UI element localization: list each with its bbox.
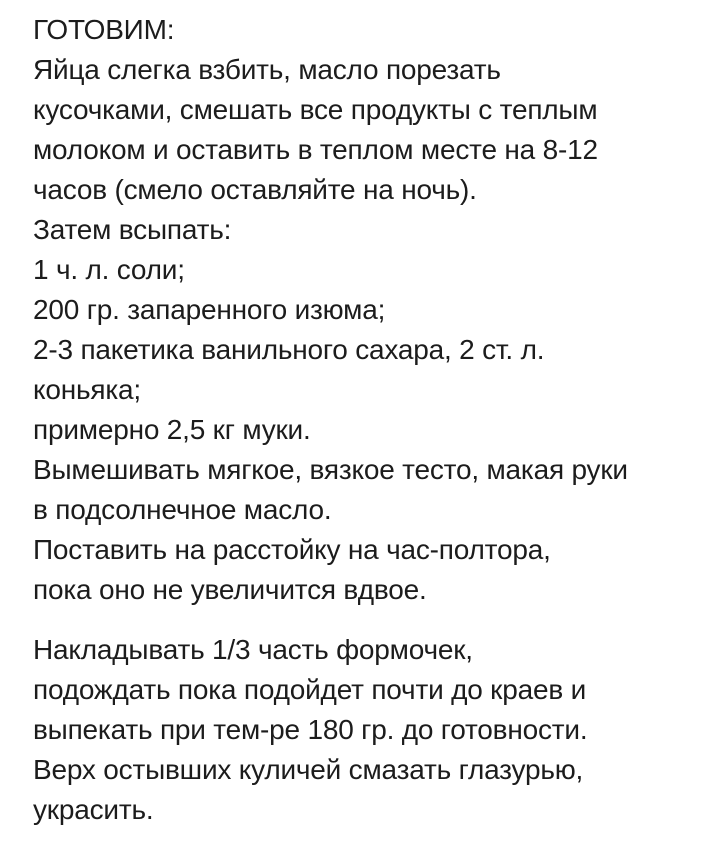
recipe-paragraph-1: [33, 10, 703, 610]
text-line: пока оно не увеличится вдвое.: [33, 574, 427, 605]
text-line: подождать пока подойдет почти до краев и: [33, 674, 587, 705]
text-line: Верх остывших куличей смазать глазурью,: [33, 754, 584, 785]
text-line: примерно 2,5 кг муки.: [33, 414, 311, 445]
paragraph-spacer: [33, 610, 703, 630]
recipe-paragraph-2: [33, 630, 703, 830]
text-line: 200 гр. запаренного изюма;: [33, 294, 386, 325]
heading-line: ГОТОВИМ:: [33, 14, 175, 45]
text-line: 1 ч. л. соли;: [33, 254, 185, 285]
text-line: выпекать при тем-ре 180 гр. до готовности.: [33, 714, 588, 745]
text-line: 2-3 пакетика ванильного сахара, 2 ст. л.: [33, 334, 545, 365]
text-line: в подсолнечное масло.: [33, 494, 332, 525]
text-line: Вымешивать мягкое, вязкое тесто, макая руки: [33, 454, 628, 485]
text-line: Накладывать 1/3 часть формочек,: [33, 634, 473, 665]
text-line: коньяка;: [33, 374, 141, 405]
text-line: часов (смело оставляйте на ночь).: [33, 174, 477, 205]
recipe-document: [33, 10, 703, 830]
text-line: Поставить на расстойку на час-полтора,: [33, 534, 551, 565]
text-line: украсить.: [33, 794, 154, 825]
text-line: кусочками, смешать все продукты с теплым: [33, 94, 598, 125]
text-line: Яйца слегка взбить, масло порезать: [33, 54, 501, 85]
text-line: Затем всыпать:: [33, 214, 232, 245]
text-line: молоком и оставить в теплом месте на 8-12: [33, 134, 598, 165]
